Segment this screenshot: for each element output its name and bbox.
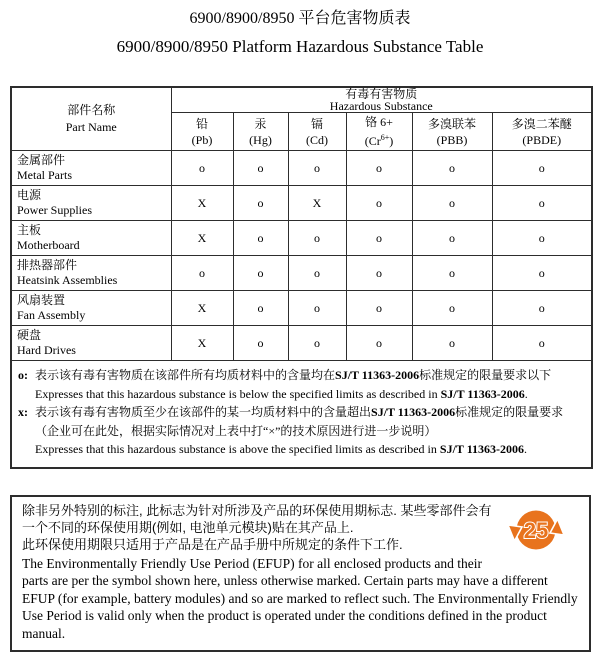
footnote-x-zh-post: 标准规定的限量要求 <box>455 405 563 419</box>
efup-25-icon <box>507 504 565 556</box>
footnote-x-label: x: <box>18 403 35 422</box>
substance-value-cell: o <box>288 151 346 186</box>
table-row-fan-assembly <box>11 291 592 326</box>
part-name-cell <box>11 221 171 256</box>
efup-text-zh <box>22 502 581 553</box>
substance-name-zh: 多溴二苯醚 <box>512 117 572 131</box>
substance-name-zh: 铬 6+ <box>365 115 393 129</box>
substance-value-cell: o <box>492 291 592 326</box>
substance-value-cell: o <box>171 151 233 186</box>
part-zh: 风扇装置 <box>17 293 65 307</box>
substance-symbol: (Hg) <box>249 133 272 147</box>
footnote-x-zh-pre: 表示该有毒有害物质至少在该部件的某一均质材料中的含量超出 <box>35 405 371 419</box>
footnote-x-en <box>18 440 585 459</box>
substance-value-cell: o <box>233 221 288 256</box>
substance-value-cell: o <box>233 186 288 221</box>
substance-value-cell: o <box>492 326 592 361</box>
part-en: Power Supplies <box>17 203 92 217</box>
part-name-cell <box>11 151 171 186</box>
substance-symbol <box>365 134 394 148</box>
hazardous-substance-table <box>10 86 593 469</box>
footnote-o-zh-post: 标准规定的限量要求以下 <box>419 368 551 382</box>
substance-value-cell: o <box>492 186 592 221</box>
substance-value-cell: o <box>233 151 288 186</box>
table-row-heatsink-assemblies <box>11 256 592 291</box>
symbol-superscript: 6+ <box>381 133 390 142</box>
substance-name-zh: 汞 <box>254 117 266 131</box>
substance-value-cell: o <box>288 291 346 326</box>
footnote-o-zh-pre: 表示该有毒有害物质在该部件所有均质材料中的含量均在 <box>35 368 335 382</box>
page-title-zh: 6900/8900/8950 平台危害物质表 <box>0 0 600 29</box>
footnote-x-paren: （企业可在此处，根据实际情况对上表中打“×”的技术原因进行进一步说明） <box>18 422 585 441</box>
part-name-cell <box>11 326 171 361</box>
efup-number: 25 <box>524 518 548 543</box>
standard-ref: SJ/T 11363-2006 <box>371 405 455 419</box>
substance-value-cell: o <box>288 326 346 361</box>
substance-name-zh: 镉 <box>311 117 323 131</box>
substance-value-cell: o <box>233 326 288 361</box>
part-en: Fan Assembly <box>17 308 85 322</box>
part-zh: 主板 <box>17 223 41 237</box>
substance-value-cell: o <box>412 186 492 221</box>
part-zh: 排热器部件 <box>17 258 77 272</box>
footnote-x-en-post: . <box>524 442 527 456</box>
substance-header-cd <box>288 113 346 151</box>
substance-value-cell: o <box>412 151 492 186</box>
substance-value-cell: X <box>288 186 346 221</box>
part-en: Hard Drives <box>17 343 76 357</box>
substance-value-cell: o <box>346 256 412 291</box>
substance-value-cell: o <box>288 221 346 256</box>
standard-ref: SJ/T 11363-2006 <box>440 442 524 456</box>
substance-value-cell: o <box>412 291 492 326</box>
substance-value-cell: o <box>233 256 288 291</box>
standard-ref: SJ/T 11363-2006 <box>335 368 419 382</box>
substance-value-cell: o <box>288 256 346 291</box>
substance-value-cell: X <box>171 221 233 256</box>
substance-name-zh: 多溴联苯 <box>428 117 476 131</box>
efup-section <box>10 495 591 652</box>
substance-value-cell: o <box>412 256 492 291</box>
footnote-cell <box>11 361 592 468</box>
standard-ref: SJ/T 11363-2006 <box>441 387 525 401</box>
substance-name-zh: 铅 <box>196 117 208 131</box>
substance-value-cell: o <box>412 326 492 361</box>
part-name-cell <box>11 186 171 221</box>
part-en: Metal Parts <box>17 168 72 182</box>
efup-logo <box>507 504 565 561</box>
part-en: Motherboard <box>17 238 80 252</box>
table-row-hard-drives <box>11 326 592 361</box>
symbol-post: ) <box>389 134 393 148</box>
substance-value-cell: o <box>346 221 412 256</box>
substance-header-cr6 <box>346 113 412 151</box>
hazardous-substance-group-header <box>171 87 592 113</box>
substance-value-cell: o <box>233 291 288 326</box>
footnote-x-en-pre: Expresses that this hazardous substance is above the specified limits as described in <box>35 442 440 456</box>
substance-value-cell: o <box>346 186 412 221</box>
part-name-header-zh: 部件名称 <box>67 103 115 117</box>
footnote-o-label: o: <box>18 366 35 385</box>
footnote-o-en <box>18 385 585 404</box>
footnote-x-zh <box>18 403 585 422</box>
part-name-header <box>11 87 171 151</box>
substance-symbol: (Cd) <box>306 133 328 147</box>
header-row-group <box>11 87 592 113</box>
part-en: Heatsink Assemblies <box>17 273 117 287</box>
part-name-header-en: Part Name <box>66 120 117 134</box>
substance-header-pbb <box>412 113 492 151</box>
substance-value-cell: X <box>171 291 233 326</box>
page-title-en: 6900/8900/8950 Platform Hazardous Substance Table <box>0 36 600 57</box>
part-name-cell <box>11 291 171 326</box>
substance-value-cell: o <box>412 221 492 256</box>
footnote-o-en-pre: Expresses that this hazardous substance is below the specified limits as described in <box>35 387 441 401</box>
substance-value-cell: X <box>171 326 233 361</box>
substance-symbol: (PBB) <box>437 133 468 147</box>
part-name-cell <box>11 256 171 291</box>
footnote-o-zh <box>18 366 585 385</box>
substance-value-cell: o <box>492 256 592 291</box>
substance-value-cell: o <box>492 221 592 256</box>
group-header-en: Hazardous Substance <box>330 99 433 113</box>
efup-zh-para1: 除非另外特别的标注, 此标志为针对所涉及产品的环保使用期标志. 某些零部件会有一个不同的环保使用期(例如, 电池单元模块)贴在其产品上. <box>22 502 581 536</box>
table-row-power-supplies <box>11 186 592 221</box>
symbol-pre: (Cr <box>365 134 381 148</box>
substance-symbol: (PBDE) <box>522 133 561 147</box>
substance-symbol: (Pb) <box>192 133 213 147</box>
part-zh: 硬盘 <box>17 328 41 342</box>
efup-zh-para2: 此环保使用期限只适用于产品是在产品手册中所规定的条件下工作. <box>22 536 581 553</box>
substance-value-cell: o <box>346 326 412 361</box>
substance-value-cell: o <box>346 151 412 186</box>
footnote-row <box>11 361 592 468</box>
substance-value-cell: o <box>492 151 592 186</box>
part-zh: 电源 <box>17 188 41 202</box>
substance-header-pbde <box>492 113 592 151</box>
table-row-metal-parts <box>11 151 592 186</box>
part-zh: 金属部件 <box>17 153 65 167</box>
group-header-zh: 有毒有害物质 <box>345 87 417 101</box>
substance-value-cell: X <box>171 186 233 221</box>
substance-header-pb <box>171 113 233 151</box>
substance-value-cell: o <box>346 291 412 326</box>
table-row-motherboard <box>11 221 592 256</box>
substance-value-cell: o <box>171 256 233 291</box>
footnote-o-en-post: . <box>525 387 528 401</box>
efup-text-en: The Environmentally Friendly Use Period (EFUP) for all enclosed products and their parts are per the symbol shown here, unless otherwise marked. Certain parts may have a different EFUP (for example, battery modules) and so are marked to reflect such. The Environmentally Friendly Use Period is valid only when the product is operated under the conditions defined in the product manual. <box>22 555 581 643</box>
substance-header-hg <box>233 113 288 151</box>
